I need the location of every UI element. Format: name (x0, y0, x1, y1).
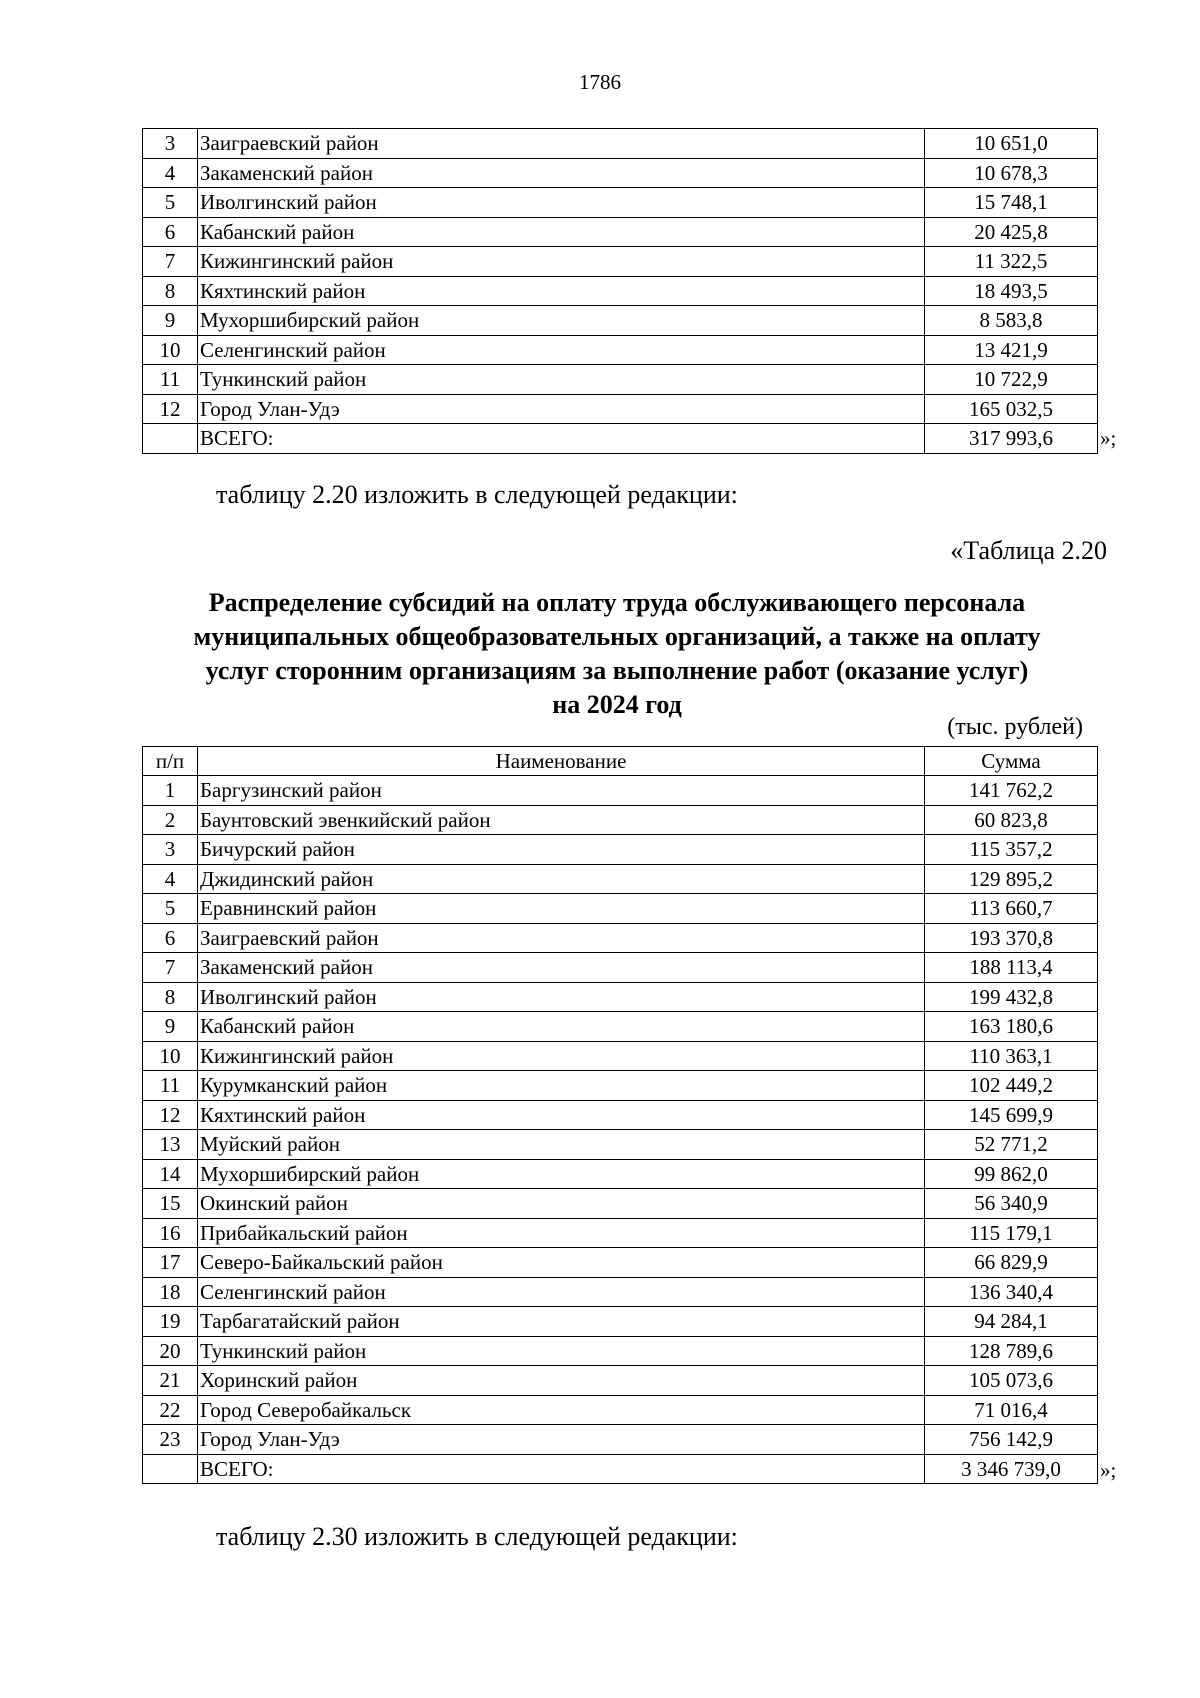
row-name: Кяхтинский район (198, 1100, 925, 1130)
table-row (143, 335, 1098, 365)
row-number: 22 (143, 1395, 198, 1425)
row-amount: 3 346 739,0 (925, 1454, 1098, 1484)
table-row (143, 1277, 1098, 1307)
amendment-paragraph: таблицу 2.30 изложить в следующей редакции: (216, 1522, 738, 1551)
row-name: Закаменский район (198, 158, 925, 188)
table-row (143, 365, 1098, 395)
row-amount: 188 113,4 (925, 953, 1098, 983)
row-number: 6 (143, 923, 198, 953)
row-name: Город Северобайкальск (198, 1395, 925, 1425)
row-amount: 199 432,8 (925, 982, 1098, 1012)
closing-quote: »; (1100, 1458, 1117, 1482)
row-number: 10 (143, 1041, 198, 1071)
row-number (143, 424, 198, 454)
table-row (143, 394, 1098, 424)
row-name: Северо-Байкальский район (198, 1248, 925, 1278)
table-title (142, 586, 1092, 722)
row-number: 9 (143, 1012, 198, 1042)
row-name: Прибайкальский район (198, 1218, 925, 1248)
row-name: Город Улан-Удэ (198, 394, 925, 424)
table-title-line: Распределение субсидий на оплату труда обслуживающего персонала (208, 588, 1026, 617)
row-name: Кабанский район (198, 217, 925, 247)
row-number: 4 (143, 864, 198, 894)
row-number: 3 (143, 129, 198, 159)
table-row (143, 1395, 1098, 1425)
row-number: 18 (143, 1277, 198, 1307)
table-row (143, 424, 1098, 454)
row-amount: 10 722,9 (925, 365, 1098, 395)
row-name: Баргузинский район (198, 776, 925, 806)
row-amount: 165 032,5 (925, 394, 1098, 424)
subsidy-table (142, 746, 1098, 1484)
table-row (143, 1366, 1098, 1396)
row-amount: 163 180,6 (925, 1012, 1098, 1042)
row-name: Курумканский район (198, 1071, 925, 1101)
table-label: «Таблица 2.20 (950, 536, 1107, 565)
row-number: 21 (143, 1366, 198, 1396)
table-row (143, 1041, 1098, 1071)
table-row (143, 864, 1098, 894)
table-title-line: на 2024 год (552, 690, 682, 719)
table-row (143, 923, 1098, 953)
row-number: 13 (143, 1130, 198, 1160)
closing-quote: »; (1100, 426, 1117, 450)
row-amount: 141 762,2 (925, 776, 1098, 806)
page-number: 1786 (579, 70, 621, 94)
row-name: Иволгинский район (198, 188, 925, 218)
table-row (143, 129, 1098, 159)
table1-body (143, 129, 1098, 454)
row-number: 11 (143, 365, 198, 395)
row-amount: 10 651,0 (925, 129, 1098, 159)
row-name: Кижингинский район (198, 247, 925, 277)
row-number: 17 (143, 1248, 198, 1278)
table-title-line: муниципальных общеобразовательных организаций, а также на оплату (193, 622, 1041, 651)
table-row (143, 1012, 1098, 1042)
row-number: 12 (143, 394, 198, 424)
table-row (143, 1189, 1098, 1219)
row-amount: 18 493,5 (925, 276, 1098, 306)
row-amount: 13 421,9 (925, 335, 1098, 365)
row-amount: 71 016,4 (925, 1395, 1098, 1425)
row-name: Заиграевский район (198, 129, 925, 159)
row-name: Окинский район (198, 1189, 925, 1219)
row-amount: 11 322,5 (925, 247, 1098, 277)
amendment-paragraph: таблицу 2.20 изложить в следующей редакции: (216, 480, 738, 509)
table-row (143, 217, 1098, 247)
row-name: Тарбагатайский район (198, 1307, 925, 1337)
table-row (143, 306, 1098, 336)
row-amount: 136 340,4 (925, 1277, 1098, 1307)
row-name: Селенгинский район (198, 1277, 925, 1307)
row-number (143, 1454, 198, 1484)
row-amount: 56 340,9 (925, 1189, 1098, 1219)
row-number: 16 (143, 1218, 198, 1248)
table-row (143, 1307, 1098, 1337)
units-label: (тыс. рублей) (947, 714, 1083, 740)
row-number: 19 (143, 1307, 198, 1337)
row-amount: 102 449,2 (925, 1071, 1098, 1101)
row-number: 7 (143, 247, 198, 277)
row-name: Еравнинский район (198, 894, 925, 924)
table-row (143, 805, 1098, 835)
table-row (143, 1454, 1098, 1484)
row-name: Хоринский район (198, 1366, 925, 1396)
row-name: Джидинский район (198, 864, 925, 894)
table-row (143, 1425, 1098, 1455)
row-amount: 317 993,6 (925, 424, 1098, 454)
row-amount: 10 678,3 (925, 158, 1098, 188)
table-row (143, 276, 1098, 306)
row-number: 14 (143, 1159, 198, 1189)
row-amount: 115 179,1 (925, 1218, 1098, 1248)
row-amount: 15 748,1 (925, 188, 1098, 218)
row-number: 8 (143, 982, 198, 1012)
row-name: Кяхтинский район (198, 276, 925, 306)
table-header-row (143, 747, 1098, 776)
row-number: 23 (143, 1425, 198, 1455)
row-amount: 113 660,7 (925, 894, 1098, 924)
row-amount: 99 862,0 (925, 1159, 1098, 1189)
row-name: Закаменский район (198, 953, 925, 983)
table-title-line: услуг сторонним организациям за выполнение работ (оказание услуг) (205, 656, 1029, 685)
row-amount: 105 073,6 (925, 1366, 1098, 1396)
table-row (143, 835, 1098, 865)
row-amount: 128 789,6 (925, 1336, 1098, 1366)
table-row (143, 1336, 1098, 1366)
table-row (143, 188, 1098, 218)
row-amount: 110 363,1 (925, 1041, 1098, 1071)
row-name: Тункинский район (198, 1336, 925, 1366)
row-number: 10 (143, 335, 198, 365)
row-number: 3 (143, 835, 198, 865)
row-number: 6 (143, 217, 198, 247)
row-amount: 129 895,2 (925, 864, 1098, 894)
table-row (143, 247, 1098, 277)
subsidy-table-continued (142, 128, 1098, 454)
table-row (143, 1218, 1098, 1248)
row-name: Мухоршибирский район (198, 306, 925, 336)
table-row (143, 1159, 1098, 1189)
row-name: Город Улан-Удэ (198, 1425, 925, 1455)
row-number: 12 (143, 1100, 198, 1130)
row-amount: 115 357,2 (925, 835, 1098, 865)
table-row (143, 894, 1098, 924)
row-name: Кабанский район (198, 1012, 925, 1042)
header-name: Наименование (198, 747, 925, 776)
row-amount: 8 583,8 (925, 306, 1098, 336)
row-amount: 60 823,8 (925, 805, 1098, 835)
row-number: 11 (143, 1071, 198, 1101)
row-number: 1 (143, 776, 198, 806)
table-row (143, 1130, 1098, 1160)
row-amount: 52 771,2 (925, 1130, 1098, 1160)
header-amount: Сумма (925, 747, 1098, 776)
row-number: 4 (143, 158, 198, 188)
table-row (143, 953, 1098, 983)
row-number: 20 (143, 1336, 198, 1366)
row-amount: 193 370,8 (925, 923, 1098, 953)
row-name: Тункинский район (198, 365, 925, 395)
row-name: Муйский район (198, 1130, 925, 1160)
row-number: 15 (143, 1189, 198, 1219)
row-amount: 145 699,9 (925, 1100, 1098, 1130)
row-number: 5 (143, 894, 198, 924)
table-row (143, 1248, 1098, 1278)
table2-body (143, 776, 1098, 1484)
row-number: 8 (143, 276, 198, 306)
row-name: Баунтовский эвенкийский район (198, 805, 925, 835)
table-row (143, 158, 1098, 188)
row-number: 2 (143, 805, 198, 835)
row-name: Бичурский район (198, 835, 925, 865)
row-name: Мухоршибирский район (198, 1159, 925, 1189)
row-name: ВСЕГО: (198, 424, 925, 454)
table-row (143, 776, 1098, 806)
row-name: ВСЕГО: (198, 1454, 925, 1484)
row-amount: 66 829,9 (925, 1248, 1098, 1278)
table-row (143, 1071, 1098, 1101)
table-row (143, 1100, 1098, 1130)
row-number: 5 (143, 188, 198, 218)
row-number: 9 (143, 306, 198, 336)
header-number: п/п (143, 747, 198, 776)
row-name: Кижингинский район (198, 1041, 925, 1071)
row-name: Селенгинский район (198, 335, 925, 365)
row-amount: 756 142,9 (925, 1425, 1098, 1455)
row-name: Заиграевский район (198, 923, 925, 953)
table-row (143, 982, 1098, 1012)
row-name: Иволгинский район (198, 982, 925, 1012)
row-number: 7 (143, 953, 198, 983)
row-amount: 20 425,8 (925, 217, 1098, 247)
row-amount: 94 284,1 (925, 1307, 1098, 1337)
